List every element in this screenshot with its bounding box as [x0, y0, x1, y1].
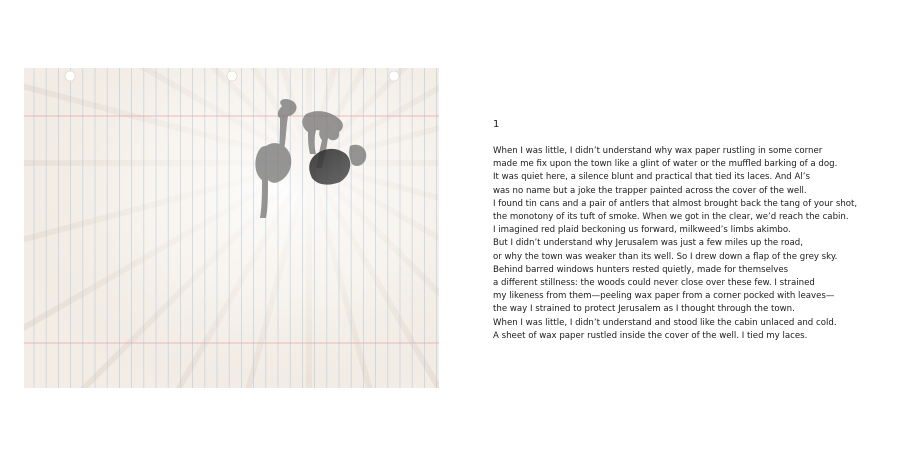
poem-page: [493, 118, 873, 343]
poem-line: I found tin cans and a pair of antlers that almost brought back the tang of your shot,: [493, 198, 858, 209]
poem-line: When I was little, I didn’t understand and stood like the cabin unlaced and cold.: [493, 317, 837, 328]
ruled-paper-artwork: [24, 68, 439, 388]
poem-line: my likeness from them—peeling wax paper from a corner pocked with leaves—: [493, 291, 835, 302]
page-number: 1: [493, 119, 500, 130]
poem-line: When I was little, I didn’t understand why wax paper rustling in some corner: [493, 146, 823, 156]
poem-line: A sheet of wax paper rustled inside the cover of the well. I tied my laces.: [493, 330, 808, 341]
poem-line: made me fix upon the town like a glint of water or the muffled barking of a dog.: [493, 159, 838, 170]
ink-blot-illustration: [24, 68, 439, 388]
poem-line: was no name but a joke the trapper painted across the cover of the well.: [493, 185, 807, 196]
poem-line: It was quiet here, a silence blunt and practical that tied its laces. And Al’s: [493, 172, 810, 183]
poem-line: the monotony of its tuft of smoke. When we got in the clear, we’d reach the cabin.: [493, 212, 849, 223]
poem-line: I imagined red plaid beckoning us forward, milkweed’s limbs akimbo.: [493, 225, 791, 236]
poem-line: a different stillness: the woods could never close over these few. I strained: [493, 278, 815, 289]
poem-text: [493, 145, 873, 343]
poem-line: But I didn’t understand why Jerusalem was just a few miles up the road,: [493, 238, 803, 249]
poem-line: Behind barred windows hunters rested quietly, made for themselves: [493, 264, 789, 275]
poem-line: or why the town was weaker than its well. So I drew down a flap of the grey sky.: [493, 251, 838, 262]
poem-line: the way I strained to protect Jerusalem as I thought through the town.: [493, 304, 795, 315]
